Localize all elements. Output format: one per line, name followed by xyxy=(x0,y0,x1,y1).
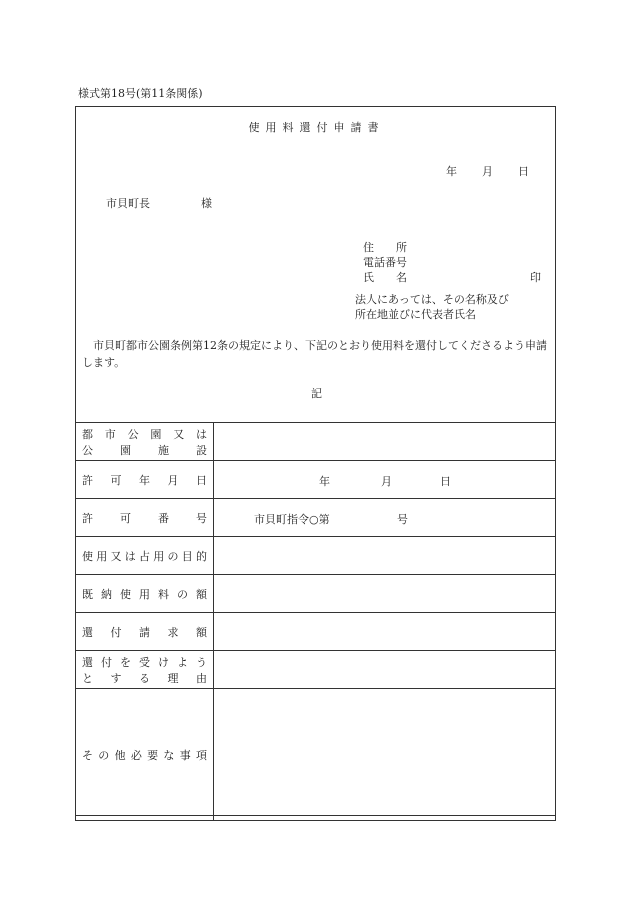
applicant-address-label: 住 所 xyxy=(363,241,407,254)
label-char: と xyxy=(82,671,93,685)
permit-number-prefix: 市貝町指令○第 xyxy=(254,512,330,526)
table-row xyxy=(76,651,556,689)
label-char: 園 xyxy=(120,443,131,457)
date-month-char: 月 xyxy=(482,165,493,178)
table-row xyxy=(76,537,556,575)
label-char: 還 xyxy=(82,655,93,669)
applicant-name-label: 氏 名 xyxy=(363,271,407,284)
label-char: 日 xyxy=(196,473,207,487)
label-char: 番 xyxy=(158,511,169,525)
label-line xyxy=(82,624,207,640)
label-char: 月 xyxy=(167,473,179,487)
addressee-name: 市貝町長 xyxy=(106,197,150,210)
label-char: 用 xyxy=(139,587,150,601)
label-char: は xyxy=(195,427,207,441)
label-char: 理 xyxy=(167,671,179,685)
label-char: そ xyxy=(82,748,93,762)
label-line xyxy=(82,747,207,763)
table-row xyxy=(76,499,556,537)
label-char: 目 xyxy=(181,549,193,563)
label-char: 園 xyxy=(150,427,162,441)
purpose-field[interactable] xyxy=(214,537,556,575)
row-label xyxy=(76,499,214,537)
label-char: け xyxy=(158,655,169,669)
label-char: 市 xyxy=(104,427,116,441)
label-char: 用 xyxy=(153,549,165,563)
form-number: 様式第18号(第11条関係) xyxy=(78,87,203,100)
label-char: 還 xyxy=(82,625,93,639)
label-char: 又 xyxy=(110,549,122,563)
label-char: 既 xyxy=(82,587,93,601)
label-char: 的 xyxy=(196,549,207,563)
row-label xyxy=(76,651,214,689)
label-char: す xyxy=(110,671,122,685)
label-char: 許 xyxy=(82,511,93,525)
label-char: 納 xyxy=(101,587,112,601)
refund-reason-field[interactable] xyxy=(214,651,556,689)
label-char: 他 xyxy=(114,748,126,762)
label-char: 事 xyxy=(179,748,191,762)
label-char: 使 xyxy=(120,587,131,601)
table-row xyxy=(76,575,556,613)
date-year-char: 年 xyxy=(446,165,457,178)
label-line xyxy=(82,670,207,686)
label-char: 設 xyxy=(196,443,207,457)
addressee-honorific: 様 xyxy=(201,197,212,210)
label-char: 請 xyxy=(139,625,150,639)
permit-year-char: 年 xyxy=(319,474,330,488)
ki-heading: 記 xyxy=(311,387,322,400)
label-char: 又 xyxy=(173,427,185,441)
permit-number-suffix: 号 xyxy=(397,512,408,526)
label-char: 付 xyxy=(101,655,112,669)
corporation-note-line2: 所在地並びに代表者氏名 xyxy=(355,308,476,321)
label-char: 号 xyxy=(196,511,207,525)
label-char: 施 xyxy=(158,443,169,457)
label-char: 公 xyxy=(127,427,139,441)
label-char: 必 xyxy=(130,748,142,762)
label-char: 許 xyxy=(82,473,93,487)
form-title: 使用料還付申請書 xyxy=(248,121,385,134)
paid-fee-field[interactable] xyxy=(214,575,556,613)
row-label xyxy=(76,461,214,499)
label-char: 額 xyxy=(196,587,207,601)
row-label xyxy=(76,575,214,613)
row-label xyxy=(76,689,214,821)
refund-amount-field[interactable] xyxy=(214,613,556,651)
label-char: 使 xyxy=(82,549,93,563)
label-line xyxy=(82,510,207,526)
label-line xyxy=(82,654,207,670)
corporation-note-line1: 法人にあっては、その名称及び xyxy=(355,293,509,306)
row-label xyxy=(76,423,214,461)
label-char: 付 xyxy=(110,625,122,639)
date-day-char: 日 xyxy=(518,165,529,178)
table-row xyxy=(76,423,556,461)
row-label xyxy=(76,613,214,651)
seal-mark: 印 xyxy=(530,271,541,284)
label-line xyxy=(82,426,207,442)
label-char: う xyxy=(196,655,207,669)
label-char: の xyxy=(177,587,188,601)
label-char: よ xyxy=(177,655,188,669)
application-form xyxy=(75,106,556,816)
permit-month-char: 月 xyxy=(381,474,392,488)
label-char: 料 xyxy=(158,587,169,601)
park-facility-field[interactable] xyxy=(214,423,556,461)
permit-day-char: 日 xyxy=(440,474,451,488)
label-char: の xyxy=(167,549,179,563)
table-row xyxy=(76,689,556,821)
label-char: 可 xyxy=(110,473,122,487)
label-char: 要 xyxy=(147,748,159,762)
label-char: は xyxy=(124,549,136,563)
label-line xyxy=(82,442,207,458)
label-char: 都 xyxy=(82,427,93,441)
label-line xyxy=(82,548,207,564)
application-statement: 市貝町都市公園条例第12条の規定により、下記のとおり使用料を還付してくださるよう申請します。 xyxy=(82,339,547,369)
label-char: 額 xyxy=(196,625,207,639)
details-table xyxy=(75,422,556,821)
table-row xyxy=(76,461,556,499)
label-char: 求 xyxy=(167,625,179,639)
label-line xyxy=(82,586,207,602)
label-char: 用 xyxy=(96,549,108,563)
row-label xyxy=(76,537,214,575)
label-char: 項 xyxy=(195,748,207,762)
label-char: る xyxy=(139,671,150,685)
label-char: 年 xyxy=(139,473,150,487)
label-char: 受 xyxy=(139,655,150,669)
label-char: 占 xyxy=(139,549,150,563)
label-line xyxy=(82,472,207,488)
applicant-phone-label: 電話番号 xyxy=(363,256,407,269)
permit-date-field[interactable] xyxy=(214,461,556,499)
other-matters-field[interactable] xyxy=(214,689,556,821)
table-row xyxy=(76,613,556,651)
permit-number-field[interactable] xyxy=(214,499,556,537)
label-char: を xyxy=(120,655,131,669)
label-char: な xyxy=(163,748,175,762)
label-char: 由 xyxy=(196,671,207,685)
label-char: の xyxy=(98,748,110,762)
label-char: 公 xyxy=(82,443,93,457)
label-char: 可 xyxy=(120,511,131,525)
